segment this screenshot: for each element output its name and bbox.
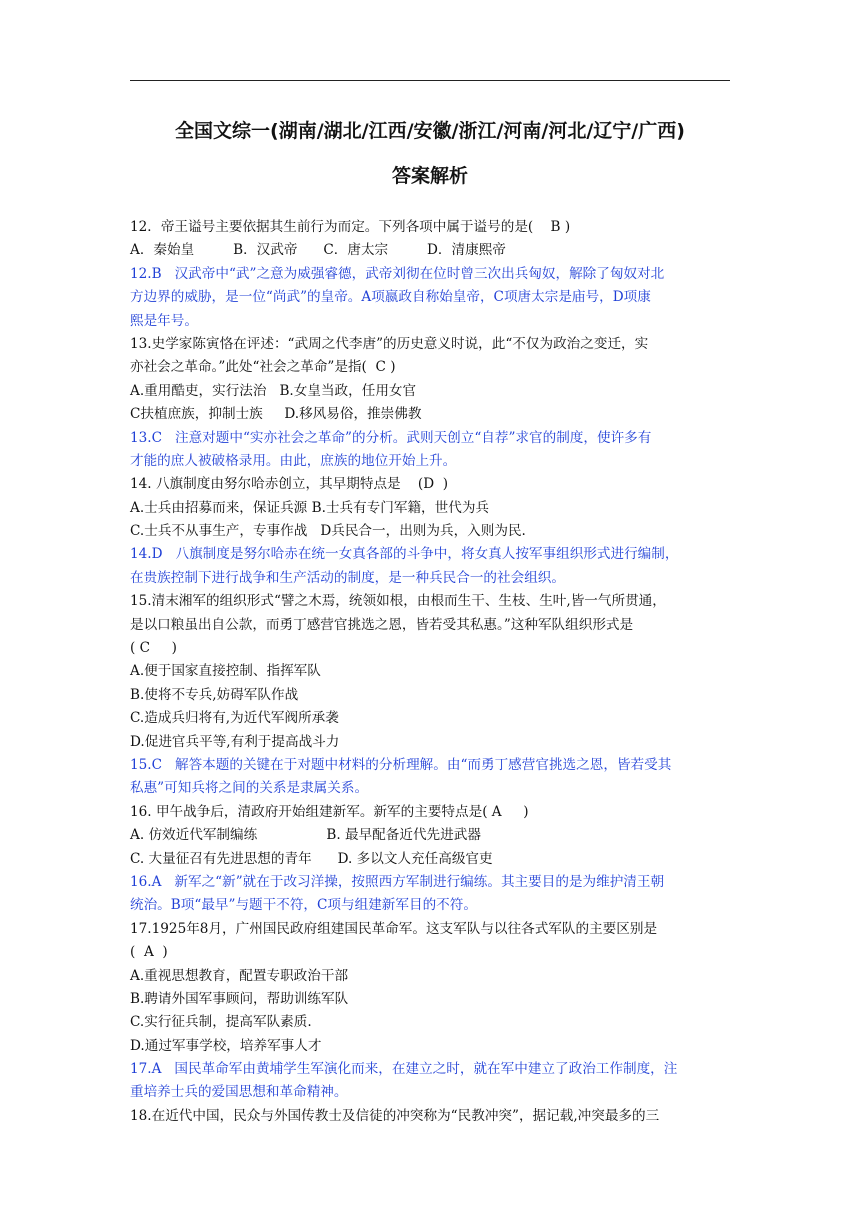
answer-explanation-line: 熙是年号。 <box>130 312 198 329</box>
question-line: D.促进官兵平等,有利于提高战斗力 <box>130 733 340 750</box>
answer-explanation-line: 才能的庶人被破格录用。由此，庶族的地位开始上升。 <box>130 452 457 469</box>
question-line: 14. 八旗制度由努尔哈赤创立，其早期特点是 (D ) <box>130 476 449 493</box>
question-line: B.使将不专兵,妨碍军队作战 <box>130 686 299 703</box>
answer-explanation-line: 私惠”可知兵将之间的关系是隶属关系。 <box>130 780 369 797</box>
answer-explanation-line: 12.B 汉武帝中“武”之意为威强睿德，武帝刘彻在位时曾三次出兵匈奴，解除了匈奴对北 <box>130 265 665 282</box>
question-line: A.士兵由招募而来，保证兵源 B.士兵有专门军籍，世代为兵 <box>130 499 490 516</box>
question-line: C.造成兵归将有,为近代军阀所承袭 <box>130 710 339 727</box>
question-line: 17.1925年8月，广州国民政府组建国民革命军。这支军队与以往各式军队的主要区别是 <box>130 920 658 937</box>
question-line: A. 仿效近代军制编练 B. 最早配备近代先进武器 <box>130 827 481 844</box>
question-line: C扶植庶族，抑制士族 D.移风易俗，推崇佛教 <box>130 406 422 423</box>
answer-explanation-line: 统治。B项“最早”与题干不符，C项与组建新军目的不符。 <box>130 897 477 914</box>
question-line: A.重用酷吏，实行法治 B.女皇当政，任用女官 <box>130 382 417 399</box>
answer-explanation-line: 在贵族控制下进行战争和生产活动的制度，是一种兵民合一的社会组织。 <box>130 569 565 586</box>
answer-explanation-line: 15.C 解答本题的关键在于对题中材料的分析理解。由“而勇丁感营官挑选之恩，皆若受其 <box>130 756 672 773</box>
question-line: A.重视思想教育，配置专职政治干部 <box>130 967 349 984</box>
question-line: A.便于国家直接控制、指挥军队 <box>130 663 321 680</box>
question-line: 亦社会之革命。”此处“社会之革命”是指( C ) <box>130 359 396 376</box>
question-line: B.聘请外国军事顾问，帮助训练军队 <box>130 990 349 1007</box>
answer-explanation-line: 13.C 注意对题中“实亦社会之革命”的分析。武则天创立“自荐”求官的制度，使许多有 <box>130 429 652 446</box>
question-line: ( C ) <box>130 640 177 657</box>
document-body <box>130 216 732 1128</box>
question-line: C.士兵不从事生产，专事作战 D兵民合一，出则为兵，入则为民. <box>130 523 526 540</box>
header-rule <box>130 80 730 81</box>
answer-explanation-line: 方边界的威胁，是一位“尚武”的皇帝。A项嬴政自称始皇帝，C项唐太宗是庙号，D项康 <box>130 289 651 306</box>
question-line: 12．帝王谥号主要依据其生前行为而定。下列各项中属于谥号的是( B ) <box>130 219 571 235</box>
question-line: 是以口粮虽出自公款，而勇丁感营官挑选之恩，皆若受其私惠。”这种军队组织形式是 <box>130 616 634 633</box>
answer-explanation-line: 14.D 八旗制度是努尔哈赤在统一女真各部的斗争中，将女真人按军事组织形式进行编制， <box>130 546 679 563</box>
question-line: 18.在近代中国，民众与外国传教士及信徒的冲突称为“民教冲突”，据记载,冲突最多的三 <box>130 1107 660 1124</box>
answer-explanation-line: 17.A 国民革命军由黄埔学生军演化而来，在建立之时，就在军中建立了政治工作制度，注 <box>130 1061 678 1078</box>
answer-explanation-line: 重培养士兵的爱国思想和革命精神。 <box>130 1084 348 1101</box>
question-line: 13.史学家陈寅恪在评述：“武周之代李唐”的历史意义时说，此“不仅为政治之变迁，实 <box>130 335 649 352</box>
document-title: 全国文综一(湖南/湖北/江西/安徽/浙江/河南/河北/辽宁/广西) <box>175 120 685 142</box>
question-line: D.通过军事学校，培养军事人才 <box>130 1037 322 1054</box>
question-line: 16. 甲午战争后，清政府开始组建新军。新军的主要特点是( A ) <box>130 803 529 820</box>
question-line: 15.清末湘军的组织形式“譬之木焉，统领如根，由根而生干、生枝、生叶,皆一气所贯通， <box>130 593 666 610</box>
question-line: ( A ) <box>130 944 168 961</box>
document-subtitle: 答案解析 <box>391 165 468 187</box>
question-line: C.实行征兵制，提高军队素质. <box>130 1014 312 1031</box>
question-line: C. 大量征召有先进思想的青年 D. 多以文人充任高级官吏 <box>130 850 493 867</box>
question-line: A．秦始皇 B．汉武帝 C．唐太宗 D．清康熙帝 <box>130 242 506 259</box>
answer-explanation-line: 16.A 新军之“新”就在于改习洋操，按照西方军制进行编练。其主要目的是为维护清王朝 <box>130 873 665 890</box>
